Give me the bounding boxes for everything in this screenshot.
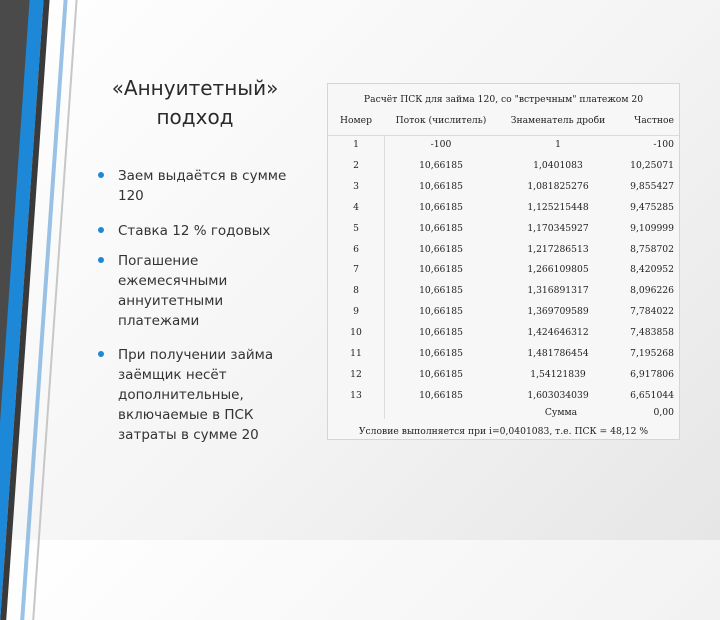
- table-cell: 1,424646312: [527, 327, 589, 339]
- table-row: [328, 223, 679, 239]
- table-cell: 5: [353, 222, 359, 234]
- slide-title: [100, 74, 290, 132]
- table-cell: 12: [350, 368, 362, 380]
- table-cell: 7: [353, 264, 359, 276]
- table-cell: 8,096226: [630, 285, 674, 297]
- table-cell: 3: [353, 180, 359, 192]
- table-row: [328, 327, 679, 343]
- table-cell: 7,784022: [630, 306, 674, 318]
- header-cell: Поток (числитель): [395, 115, 487, 126]
- header-cell: Частное: [634, 115, 674, 126]
- table-cell: 1,125215448: [527, 201, 589, 213]
- table-cell: 1,170345927: [527, 222, 589, 234]
- table-cell: 10,25071: [630, 159, 674, 171]
- title-line-2: подход: [156, 105, 234, 129]
- bullet-item: Заем выдаётся в сумме 120: [98, 166, 298, 206]
- table-caption: Расчёт ПСК для займа 120, со "встречным" платежом 20: [363, 94, 644, 105]
- bullet-item: Погашение ежемесячными аннуитетными платежами: [98, 251, 298, 331]
- table-row: [328, 390, 679, 406]
- table-cell: 10: [350, 327, 362, 339]
- table-footer-note: Условие выполняется при i=0,0401083, т.е. ПСК = 48,12 %: [358, 426, 649, 437]
- table-cell: 9,855427: [630, 180, 674, 192]
- table-cell: 10,66185: [419, 201, 463, 213]
- table-cell: 9: [353, 306, 359, 318]
- table-row: [328, 285, 679, 301]
- table-cell: 10,66185: [419, 306, 463, 318]
- table-row: [328, 369, 679, 385]
- table-cell: 7,483858: [630, 327, 674, 339]
- header-cell: Номер: [339, 115, 372, 126]
- table-row: [328, 306, 679, 322]
- table-cell: 10,66185: [419, 264, 463, 276]
- bullet-item: Ставка 12 % годовых: [98, 221, 298, 241]
- title-line-1: «Аннуитетный»: [111, 76, 279, 100]
- table-cell: 9,475285: [630, 201, 674, 213]
- table-cell: -100: [653, 139, 674, 150]
- table-cell: 7,195268: [630, 348, 674, 359]
- bullet-list: [98, 166, 298, 445]
- table-cell: 10,66185: [419, 222, 463, 234]
- table-cell: 10,66185: [419, 285, 463, 297]
- table-cell: 1,0401083: [533, 159, 583, 171]
- table-cell: 8,420952: [630, 264, 674, 276]
- table-cell: 9,109999: [630, 222, 674, 234]
- table-cell: 1,266109805: [527, 264, 589, 276]
- table-cell: 1,54121839: [530, 368, 586, 380]
- table-cell: 13: [350, 389, 362, 401]
- table-cell: 1,369709589: [527, 306, 589, 318]
- psk-table: [327, 83, 680, 440]
- table-cell: 11: [350, 348, 362, 359]
- table-row: [328, 264, 679, 280]
- table-cell: 1,217286513: [527, 243, 589, 255]
- table-cell: 6,651044: [630, 389, 674, 401]
- sum-value: 0,00: [653, 407, 674, 418]
- table-cell: 1: [353, 139, 359, 150]
- table-cell: 10,66185: [419, 180, 463, 192]
- table-row: [328, 139, 679, 155]
- table-cell: 10,66185: [419, 159, 463, 171]
- table-cell: 1,481786454: [527, 348, 589, 359]
- table-header-row: [328, 115, 679, 131]
- table-cell: 2: [353, 159, 359, 171]
- table-cell: 6,917806: [630, 368, 674, 380]
- table-row: [328, 160, 679, 176]
- header-cell: Знаменатель дроби: [510, 115, 606, 126]
- table-cell: -100: [430, 139, 452, 150]
- table-cell: 1: [555, 139, 561, 150]
- table-cell: 8: [353, 285, 359, 297]
- table-row: [328, 244, 679, 260]
- table-cell: 8,758702: [630, 243, 674, 255]
- table-cell: 10,66185: [419, 243, 463, 255]
- table-cell: 6: [353, 243, 359, 255]
- table-cell: 10,66185: [419, 348, 463, 359]
- table-row: [328, 348, 679, 364]
- table-row: [328, 181, 679, 197]
- table-cell: 10,66185: [419, 327, 463, 339]
- table-cell: 10,66185: [419, 389, 463, 401]
- header-divider: [328, 135, 679, 136]
- table-cell: 10,66185: [419, 368, 463, 380]
- table-cell: 1,316891317: [527, 285, 589, 297]
- table-row: [328, 202, 679, 218]
- table-cell: 4: [353, 201, 359, 213]
- sum-label: Сумма: [544, 407, 578, 418]
- table-cell: 1,603034039: [527, 389, 589, 401]
- table-cell: 1,081825276: [527, 180, 589, 192]
- bullet-item: При получении займа заёмщик несёт дополнительные, включаемые в ПСК затраты в сумме 20: [98, 345, 298, 445]
